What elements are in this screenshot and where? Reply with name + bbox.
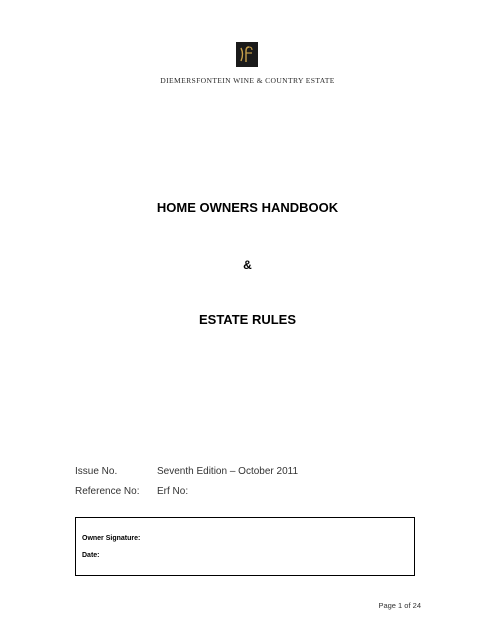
signature-box: [75, 517, 415, 576]
issue-label: Issue No.: [75, 466, 118, 477]
document-title: HOME OWNERS HANDBOOK: [156, 200, 339, 215]
owner-signature-label: Owner Signature:: [82, 535, 141, 542]
title-ampersand: &: [243, 258, 252, 272]
date-label: Date:: [82, 552, 100, 559]
reference-label: Reference No:: [75, 486, 140, 497]
estate-name: DIEMERSFONTEIN WINE & COUNTRY ESTATE: [160, 76, 335, 85]
estate-logo: [236, 42, 258, 67]
issue-value: Seventh Edition – October 2011: [157, 466, 299, 477]
document-subtitle: ESTATE RULES: [198, 312, 297, 327]
page-number: Page 1 of 24: [378, 601, 421, 610]
issue-row: [75, 466, 298, 477]
estate-monogram-logo-icon: [236, 42, 258, 67]
reference-row: [75, 486, 188, 497]
reference-value: Erf No:: [157, 486, 189, 497]
